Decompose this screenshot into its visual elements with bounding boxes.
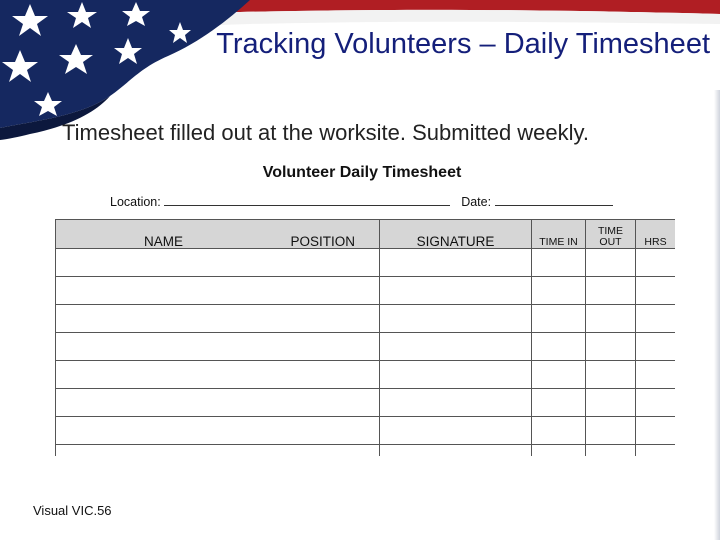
header-position: POSITION [290, 234, 355, 249]
location-label: Location: [110, 195, 161, 209]
cell-signature [380, 417, 532, 445]
header-name: NAME [144, 234, 184, 249]
header-time-in: TIME IN [532, 220, 586, 249]
cell-time-in [532, 417, 586, 445]
table-row [56, 417, 676, 445]
slide-title: Tracking Volunteers – Daily Timesheet [216, 28, 710, 60]
header-name-position [56, 220, 380, 249]
timesheet-table [55, 219, 675, 456]
cell-time-in [532, 445, 586, 457]
timesheet-table-wrapper [55, 219, 675, 456]
table-row [56, 361, 676, 389]
cell-hrs [636, 445, 676, 457]
header-hrs: HRS [636, 220, 676, 249]
cell-signature [380, 249, 532, 277]
cell-time-in [532, 361, 586, 389]
cell-time-in [532, 389, 586, 417]
cell-name [56, 389, 380, 417]
cell-name [56, 333, 380, 361]
cell-signature [380, 333, 532, 361]
cell-hrs [636, 333, 676, 361]
cell-time-out [586, 249, 636, 277]
slide-edge-shadow [714, 90, 720, 540]
cell-name [56, 277, 380, 305]
date-label: Date: [461, 195, 492, 209]
form-title-text: Volunteer Daily Timesheet [262, 164, 462, 181]
table-row [56, 389, 676, 417]
date-line [495, 195, 613, 206]
header-time-out: TIME OUT [586, 220, 636, 249]
cell-signature [380, 277, 532, 305]
cell-hrs [636, 361, 676, 389]
form-title [0, 164, 720, 182]
cell-name [56, 361, 380, 389]
cell-signature [380, 445, 532, 457]
cell-time-out [586, 445, 636, 457]
table-row [56, 445, 676, 457]
cell-name [56, 445, 380, 457]
cell-time-in [532, 249, 586, 277]
cell-hrs [636, 417, 676, 445]
cell-hrs [636, 305, 676, 333]
cell-time-out [586, 277, 636, 305]
cell-signature [380, 361, 532, 389]
cell-hrs [636, 249, 676, 277]
cell-signature [380, 305, 532, 333]
slide-footer: Visual VIC.56 [33, 503, 112, 518]
table-row [56, 333, 676, 361]
cell-time-out [586, 333, 636, 361]
table-header-row [56, 220, 676, 249]
cell-signature [380, 389, 532, 417]
cell-name [56, 417, 380, 445]
cell-time-in [532, 277, 586, 305]
table-row [56, 249, 676, 277]
cell-time-out [586, 389, 636, 417]
cell-time-out [586, 305, 636, 333]
table-row [56, 305, 676, 333]
header-signature: SIGNATURE [380, 220, 532, 249]
location-line [164, 195, 450, 206]
cell-name [56, 305, 380, 333]
form-meta-row [110, 195, 613, 209]
cell-time-out [586, 417, 636, 445]
cell-time-in [532, 305, 586, 333]
cell-hrs [636, 389, 676, 417]
slide-subtitle: Timesheet filled out at the worksite. Submitted weekly. [62, 120, 590, 145]
cell-time-out [586, 361, 636, 389]
table-row [56, 277, 676, 305]
cell-time-in [532, 333, 586, 361]
cell-name [56, 249, 380, 277]
cell-hrs [636, 277, 676, 305]
